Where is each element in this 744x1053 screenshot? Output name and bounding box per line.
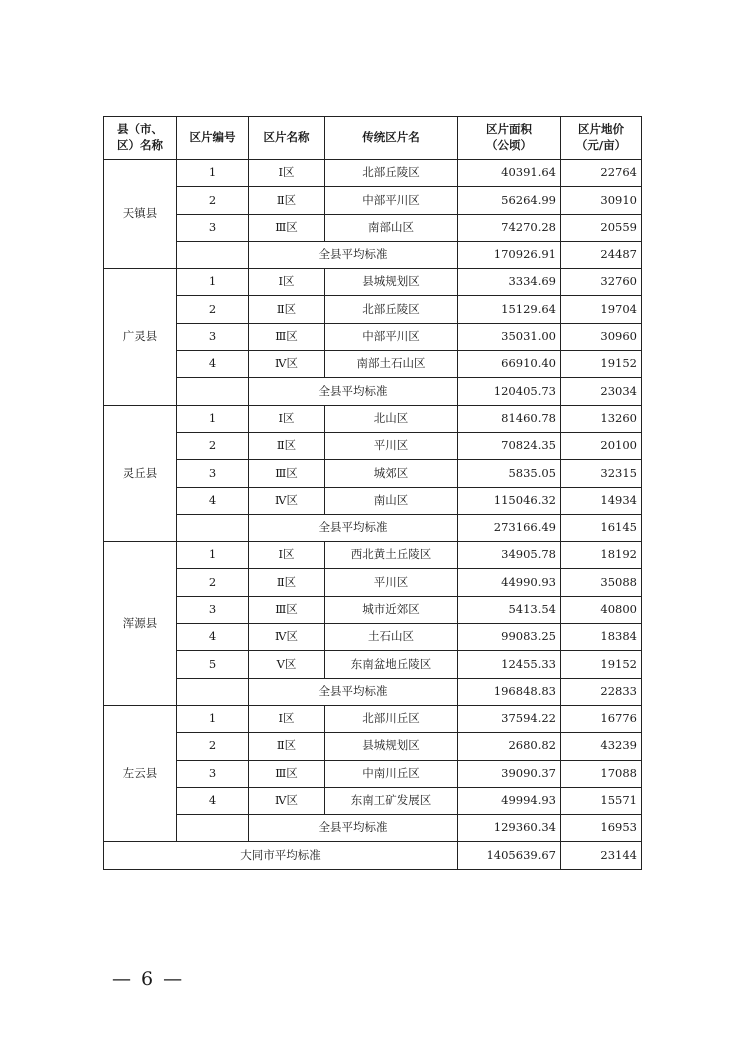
- zone-area: 5413.54: [458, 596, 561, 623]
- county-average-price: 16953: [561, 815, 642, 842]
- county-average-row: [104, 678, 642, 705]
- zone-name: Ⅲ区: [249, 760, 325, 787]
- zone-number: 5: [177, 651, 249, 678]
- zone-area: 12455.33: [458, 651, 561, 678]
- county-average-area: 120405.73: [458, 378, 561, 405]
- table-row: [104, 323, 642, 350]
- zone-number: 2: [177, 296, 249, 323]
- zone-area: 40391.64: [458, 160, 561, 187]
- zone-name: Ⅱ区: [249, 569, 325, 596]
- zone-number: 1: [177, 269, 249, 296]
- table-row: [104, 651, 642, 678]
- county-name: 广灵县: [104, 269, 177, 405]
- zone-name: Ⅰ区: [249, 705, 325, 732]
- zone-number: 3: [177, 760, 249, 787]
- zone-price: 14934: [561, 487, 642, 514]
- traditional-zone-name: 土石山区: [325, 624, 458, 651]
- county-average-row: [104, 815, 642, 842]
- zone-name: Ⅳ区: [249, 624, 325, 651]
- zone-price: 17088: [561, 760, 642, 787]
- zone-price: 22764: [561, 160, 642, 187]
- zone-area: 34905.78: [458, 542, 561, 569]
- zone-area: 56264.99: [458, 187, 561, 214]
- traditional-zone-name: 平川区: [325, 432, 458, 459]
- zone-price: 20559: [561, 214, 642, 241]
- zone-price: 32315: [561, 460, 642, 487]
- table-row: [104, 596, 642, 623]
- zone-number: 3: [177, 460, 249, 487]
- zone-price: 18192: [561, 542, 642, 569]
- zone-price: 30960: [561, 323, 642, 350]
- county-average-row: [104, 514, 642, 541]
- zone-area: 49994.93: [458, 787, 561, 814]
- county-average-row: [104, 378, 642, 405]
- zone-price: 35088: [561, 569, 642, 596]
- zone-price: 19704: [561, 296, 642, 323]
- traditional-zone-name: 西北黄土丘陵区: [325, 542, 458, 569]
- traditional-zone-name: 北部川丘区: [325, 705, 458, 732]
- zone-area: 5835.05: [458, 460, 561, 487]
- header-row: [104, 117, 642, 160]
- zone-name: Ⅴ区: [249, 651, 325, 678]
- zone-number: 2: [177, 569, 249, 596]
- zone-name: Ⅱ区: [249, 733, 325, 760]
- zone-area: 99083.25: [458, 624, 561, 651]
- traditional-zone-name: 南部山区: [325, 214, 458, 241]
- county-average-area: 129360.34: [458, 815, 561, 842]
- blank-cell: [177, 241, 249, 268]
- county-average-label: 全县平均标准: [249, 815, 458, 842]
- table-row: [104, 160, 642, 187]
- zone-number: 2: [177, 432, 249, 459]
- table-row: [104, 432, 642, 459]
- blank-cell: [177, 678, 249, 705]
- zone-price: 19152: [561, 651, 642, 678]
- traditional-zone-name: 北山区: [325, 405, 458, 432]
- traditional-zone-name: 县城规划区: [325, 733, 458, 760]
- zone-name: Ⅳ区: [249, 787, 325, 814]
- county-average-area: 170926.91: [458, 241, 561, 268]
- table-row: [104, 733, 642, 760]
- city-average-price: 23144: [561, 842, 642, 869]
- zone-name: Ⅰ区: [249, 160, 325, 187]
- traditional-zone-name: 城郊区: [325, 460, 458, 487]
- traditional-zone-name: 北部丘陵区: [325, 296, 458, 323]
- zone-price: 16776: [561, 705, 642, 732]
- zone-area: 70824.35: [458, 432, 561, 459]
- traditional-zone-name: 中部平川区: [325, 323, 458, 350]
- blank-cell: [177, 815, 249, 842]
- traditional-zone-name: 县城规划区: [325, 269, 458, 296]
- table-row: [104, 760, 642, 787]
- county-average-row: [104, 241, 642, 268]
- blank-cell: [177, 378, 249, 405]
- zone-price: 43239: [561, 733, 642, 760]
- zone-number: 2: [177, 187, 249, 214]
- zone-price: 15571: [561, 787, 642, 814]
- blank-cell: [177, 514, 249, 541]
- zone-name: Ⅰ区: [249, 405, 325, 432]
- zone-area: 15129.64: [458, 296, 561, 323]
- zone-number: 1: [177, 405, 249, 432]
- table-body: [104, 160, 642, 870]
- county-average-label: 全县平均标准: [249, 514, 458, 541]
- zone-number: 3: [177, 323, 249, 350]
- zone-area: 2680.82: [458, 733, 561, 760]
- zone-price: 20100: [561, 432, 642, 459]
- county-average-price: 23034: [561, 378, 642, 405]
- zone-price: 32760: [561, 269, 642, 296]
- traditional-zone-name: 中部平川区: [325, 187, 458, 214]
- zone-price: 19152: [561, 351, 642, 378]
- county-average-area: 196848.83: [458, 678, 561, 705]
- table-row: [104, 187, 642, 214]
- traditional-zone-name: 南山区: [325, 487, 458, 514]
- county-average-price: 16145: [561, 514, 642, 541]
- zone-name: Ⅱ区: [249, 187, 325, 214]
- table-row: [104, 214, 642, 241]
- zone-price: 13260: [561, 405, 642, 432]
- city-average-label: 大同市平均标准: [104, 842, 458, 869]
- traditional-zone-name: 城市近郊区: [325, 596, 458, 623]
- county-average-label: 全县平均标准: [249, 678, 458, 705]
- zone-name: Ⅰ区: [249, 542, 325, 569]
- table-row: [104, 705, 642, 732]
- traditional-zone-name: 平川区: [325, 569, 458, 596]
- zone-number: 3: [177, 214, 249, 241]
- zone-number: 1: [177, 705, 249, 732]
- zone-number: 1: [177, 160, 249, 187]
- zone-area: 66910.40: [458, 351, 561, 378]
- land-price-table: [103, 116, 642, 870]
- zone-area: 39090.37: [458, 760, 561, 787]
- traditional-zone-name: 北部丘陵区: [325, 160, 458, 187]
- table-row: [104, 296, 642, 323]
- traditional-zone-name: 中南川丘区: [325, 760, 458, 787]
- header-price: 区片地价 （元/亩）: [561, 117, 642, 160]
- zone-area: 3334.69: [458, 269, 561, 296]
- zone-area: 81460.78: [458, 405, 561, 432]
- zone-name: Ⅲ区: [249, 323, 325, 350]
- county-average-price: 24487: [561, 241, 642, 268]
- zone-area: 44990.93: [458, 569, 561, 596]
- zone-number: 4: [177, 487, 249, 514]
- zone-price: 40800: [561, 596, 642, 623]
- zone-number: 4: [177, 351, 249, 378]
- county-average-label: 全县平均标准: [249, 241, 458, 268]
- city-average-area: 1405639.67: [458, 842, 561, 869]
- table-row: [104, 460, 642, 487]
- zone-name: Ⅳ区: [249, 351, 325, 378]
- zone-price: 18384: [561, 624, 642, 651]
- zone-name: Ⅱ区: [249, 296, 325, 323]
- county-average-price: 22833: [561, 678, 642, 705]
- zone-number: 1: [177, 542, 249, 569]
- traditional-zone-name: 南部土石山区: [325, 351, 458, 378]
- table-row: [104, 351, 642, 378]
- header-zone-number: 区片编号: [177, 117, 249, 160]
- traditional-zone-name: 东南盆地丘陵区: [325, 651, 458, 678]
- table-row: [104, 542, 642, 569]
- header-traditional-name: 传统区片名: [325, 117, 458, 160]
- header-area: 区片面积 （公顷）: [458, 117, 561, 160]
- city-total-row: [104, 842, 642, 869]
- header-zone-name: 区片名称: [249, 117, 325, 160]
- zone-price: 30910: [561, 187, 642, 214]
- zone-name: Ⅱ区: [249, 432, 325, 459]
- zone-name: Ⅲ区: [249, 214, 325, 241]
- county-name: 灵丘县: [104, 405, 177, 541]
- zone-number: 4: [177, 787, 249, 814]
- zone-number: 4: [177, 624, 249, 651]
- page-number: — 6 —: [112, 968, 185, 990]
- county-name: 浑源县: [104, 542, 177, 706]
- header-county: 县（市、 区）名称: [104, 117, 177, 160]
- table-row: [104, 405, 642, 432]
- zone-name: Ⅰ区: [249, 269, 325, 296]
- table-row: [104, 269, 642, 296]
- traditional-zone-name: 东南工矿发展区: [325, 787, 458, 814]
- table-row: [104, 569, 642, 596]
- zone-name: Ⅲ区: [249, 460, 325, 487]
- county-name: 左云县: [104, 705, 177, 841]
- zone-number: 2: [177, 733, 249, 760]
- zone-name: Ⅳ区: [249, 487, 325, 514]
- zone-area: 74270.28: [458, 214, 561, 241]
- table-row: [104, 624, 642, 651]
- zone-area: 115046.32: [458, 487, 561, 514]
- county-name: 天镇县: [104, 160, 177, 269]
- zone-number: 3: [177, 596, 249, 623]
- zone-area: 37594.22: [458, 705, 561, 732]
- county-average-area: 273166.49: [458, 514, 561, 541]
- zone-area: 35031.00: [458, 323, 561, 350]
- zone-name: Ⅲ区: [249, 596, 325, 623]
- table-row: [104, 787, 642, 814]
- table-row: [104, 487, 642, 514]
- county-average-label: 全县平均标准: [249, 378, 458, 405]
